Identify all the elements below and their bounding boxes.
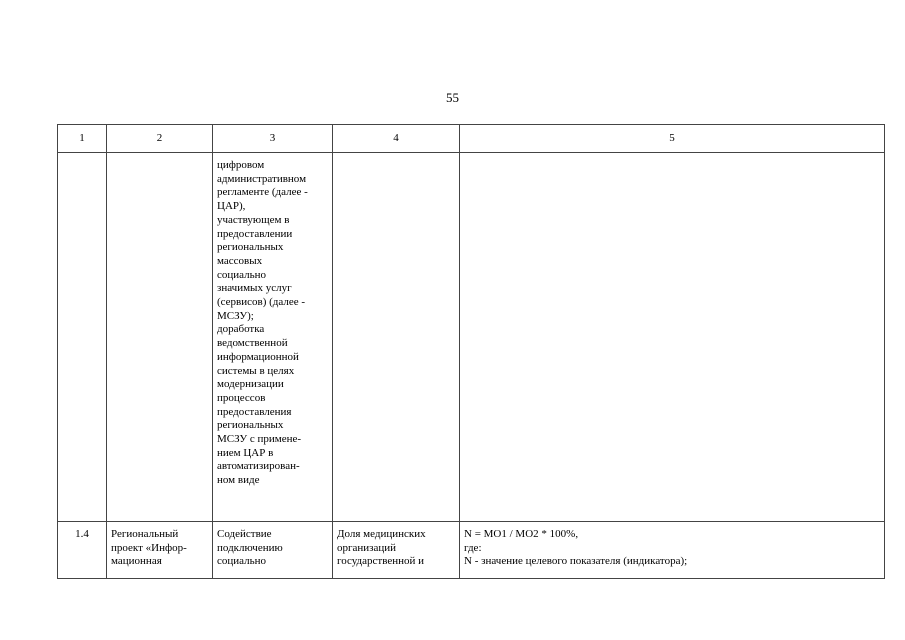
cell-text-line: предоставлении xyxy=(217,227,293,240)
cell-text-line: социально xyxy=(217,555,267,568)
table-cell-formula xyxy=(460,522,885,579)
table-row xyxy=(58,522,885,579)
table-header-row xyxy=(58,125,885,153)
cell-text-line: проект «Инфор- xyxy=(111,541,187,554)
cell-text-line: информационной xyxy=(217,350,299,363)
table-cell-measures xyxy=(213,522,333,579)
table-cell-number xyxy=(58,522,107,579)
cell-text-line: 1.4 xyxy=(75,528,89,540)
cell-text-line: доработка xyxy=(217,323,265,336)
table-cell xyxy=(58,153,107,522)
cell-text-line: регламенте (далее - xyxy=(217,186,308,199)
table-cell xyxy=(333,153,460,522)
cell-text-line: социально xyxy=(217,268,267,281)
cell-text-line: предоставления xyxy=(217,405,292,418)
table-row xyxy=(58,153,885,522)
cell-text-line: процессов xyxy=(217,391,266,404)
page-number: 55 xyxy=(446,90,459,105)
cell-text-line: где: xyxy=(464,541,482,554)
cell-text-line: Региональный xyxy=(111,528,179,540)
cell-text-line: региональных xyxy=(217,241,284,254)
cell-text-line: автоматизирован- xyxy=(217,460,300,473)
column-header-4: 4 xyxy=(333,125,460,153)
cell-text-line: значимых услуг xyxy=(217,282,292,295)
cell-text-line: МСЗУ с примене- xyxy=(217,433,302,446)
cell-text-line: системы в целях xyxy=(217,364,295,377)
cell-text-line: модернизации xyxy=(217,378,284,391)
cell-text-line: цифровом xyxy=(217,159,265,171)
cell-text-line: ном виде xyxy=(217,474,260,487)
cell-text-line: N = МО1 / МО2 * 100%, xyxy=(464,528,579,540)
cell-text-line: Содействие xyxy=(217,528,272,540)
table-cell-measures xyxy=(213,153,333,522)
column-header-2: 2 xyxy=(107,125,213,153)
cell-text-line: нием ЦАР в xyxy=(217,446,274,459)
cell-text-line: (сервисов) (далее - xyxy=(217,296,306,309)
cell-text-line: административном xyxy=(217,172,307,185)
cell-text-line: ЦАР), xyxy=(217,200,246,213)
cell-text-line: N - значение целевого показателя (индикатора); xyxy=(464,555,688,568)
table-cell-project xyxy=(107,522,213,579)
cell-text-line: государственной и xyxy=(337,555,425,568)
column-header-3: 3 xyxy=(213,125,333,153)
cell-text-line: Доля медицинских xyxy=(337,528,426,540)
cell-text-line: ведомственной xyxy=(217,337,288,350)
cell-text-line: подключению xyxy=(217,541,283,554)
column-header-1: 1 xyxy=(58,125,107,153)
document-table xyxy=(57,124,885,579)
table-cell-indicator xyxy=(333,522,460,579)
cell-text-line: мационная xyxy=(111,555,162,568)
cell-text-line: участвующем в xyxy=(217,213,290,226)
cell-text-line: массовых xyxy=(217,254,263,267)
table-cell xyxy=(107,153,213,522)
column-header-5: 5 xyxy=(460,125,885,153)
cell-text-line: региональных xyxy=(217,419,284,432)
table-cell xyxy=(460,153,885,522)
cell-text-line: МСЗУ); xyxy=(217,309,254,322)
cell-text-line: организаций xyxy=(337,541,397,554)
